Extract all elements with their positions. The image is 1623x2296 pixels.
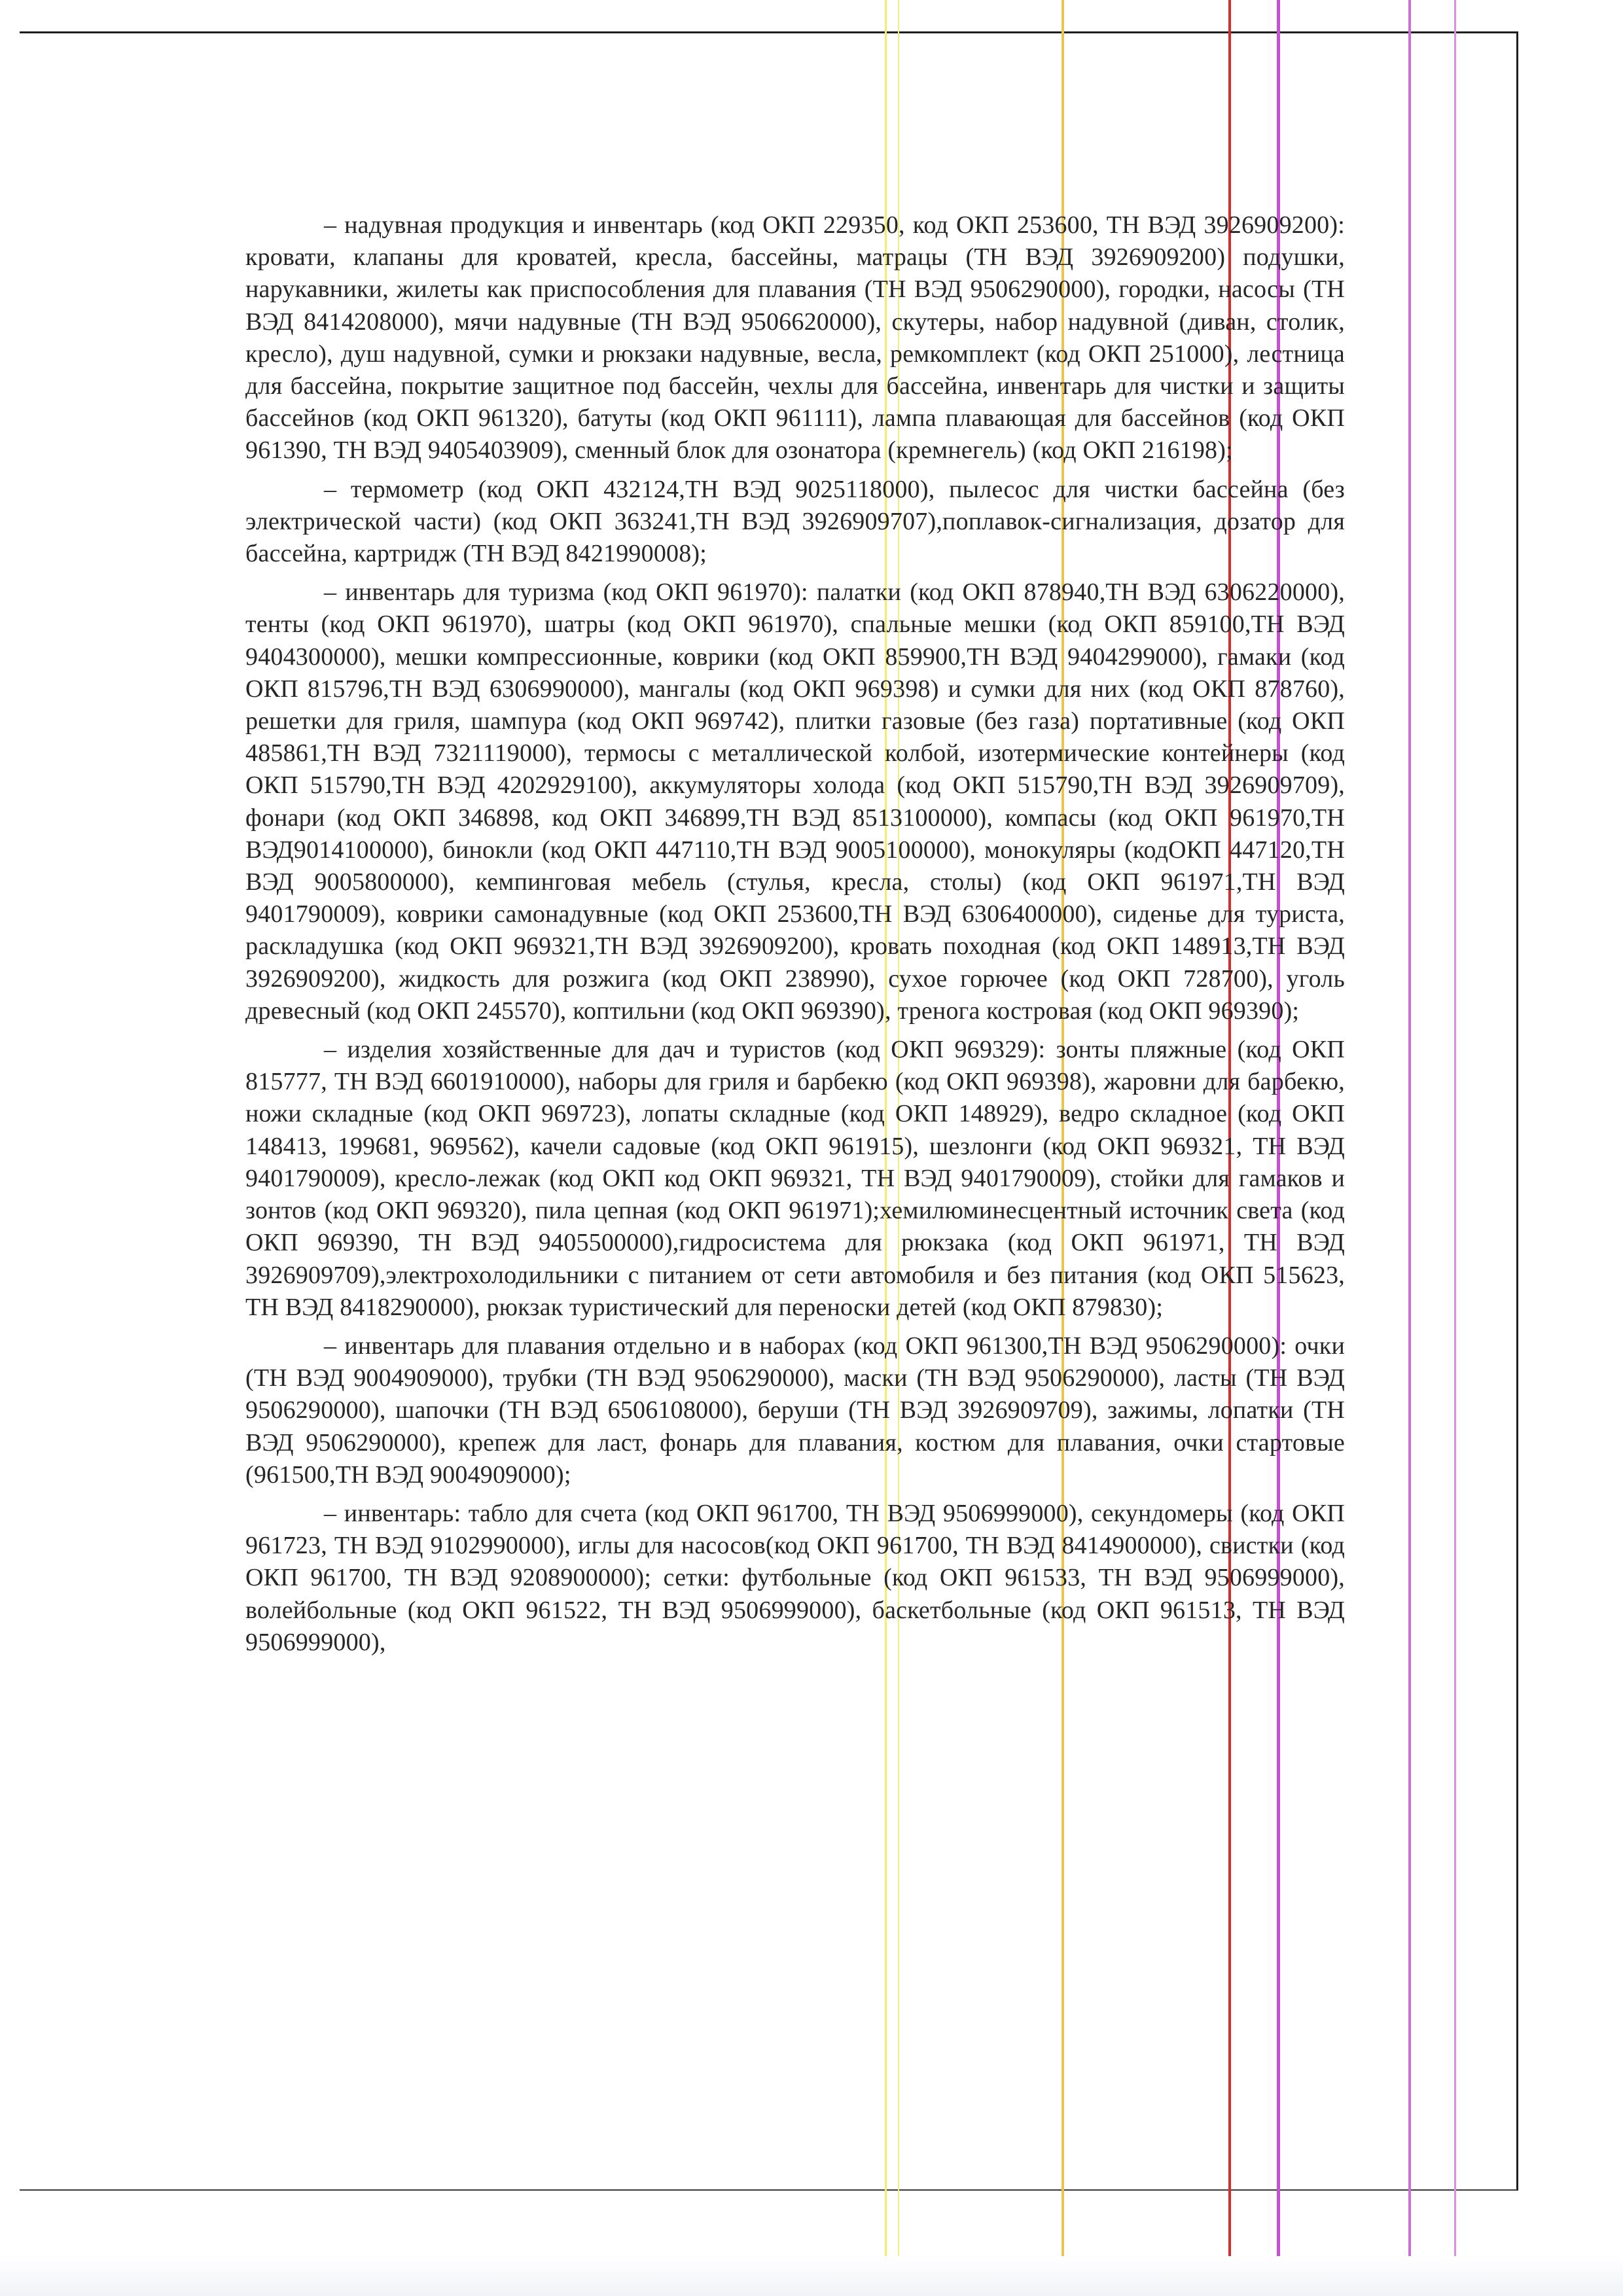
paragraph-tourism-equipment: – инвентарь для туризма (код ОКП 961970): палатки (код ОКП 878940,ТН ВЭД 6306220000), тенты (код ОКП 961970), шатры (код ОКП 961970), спальные мешки (код ОКП 859100,ТН ВЭД 9404300000), мешки компрессионные, коврики (код ОКП 859900,ТН ВЭД 9404299000), гамаки (код ОКП 815796,ТН ВЭД 6306990000), мангалы (код ОКП 969398) и сумки для них (код ОКП 878760), решетки для гриля, шампура (код ОКП 969742), плитки газовые (без газа) портативные (код ОКП 485861,ТН ВЭД 7321119000), термосы с металлической колбой, изотермические контейнеры (код ОКП 515790,ТН ВЭД 4202929100), аккумуляторы холода (код ОКП 515790,ТН ВЭД 3926909709), фонари (код ОКП 346898, код ОКП 346899,ТН ВЭД 8513100000), компасы (код ОКП 961970,ТН ВЭД9014100000), бинокли (код ОКП 447110,ТН ВЭД 9005100000), монокуляры (кодОКП 447120,ТН ВЭД 9005800000), кемпинговая мебель (стулья, кресла, столы) (код ОКП 961971,ТН ВЭД 9401790009), коврики самонадувные (код ОКП 253600,ТН ВЭД 6306400000), сиденье для туриста, раскладушка (код ОКП 969321,ТН ВЭД 3926909200), кровать походная (код ОКП 148913,ТН ВЭД 3926909200), жидкость для розжига (код ОКП 238990), сухое горючее (код ОКП 728700), уголь древесный (код ОКП 245570), коптильни (код ОКП 969390), тренога костровая (код ОКП 969390); (245, 578, 1345, 1025)
scan-bottom-edge (0, 2256, 1623, 2296)
paragraph-inflatable-products: – надувная продукция и инвентарь (код ОКП 229350, код ОКП 253600, ТН ВЭД 3926909200): кровати, клапаны для кроватей, кресла, бассейны, матрацы (ТН ВЭД 3926909200) подушки, нарукавники, жилеты как приспособления для плавания (ТН ВЭД 9506290000), городки, насосы (ТН ВЭД 8414208000), мячи надувные (ТН ВЭД 9506620000), скутеры, набор надувной (диван, столик, кресло), душ надувной, сумки и рюкзаки надувные, весла, ремкомплект (код ОКП 251000), лестница для бассейна, покрытие защитное под бассейн, чехлы для бассейна, инвентарь для чистки и защиты бассейнов (код ОКП 961320), батуты (код ОКП 961111), лампа плавающая для бассейнов (код ОКП 961390, ТН ВЭД 9405403909), сменный блок для озонатора (кремнегель) (код ОКП 216198); (245, 211, 1345, 465)
paragraph-sports-equipment: – инвентарь: табло для счета (код ОКП 961700, ТН ВЭД 9506999000), секундомеры (код ОКП 961723, ТН ВЭД 9102990000), иглы для насосов(код ОКП 961700, ТН ВЭД 8414900000), свистки (код ОКП 961700, ТН ВЭД 9208900000); сетки: футбольные (код ОКП 961533, ТН ВЭД 9506999000), волейбольные (код ОКП 961522, ТН ВЭД 9506999000), баскетбольные (код ОКП 961513, ТН ВЭД 9506999000), (245, 1499, 1345, 1656)
paragraph-swimming-equipment: – инвентарь для плавания отдельно и в наборах (код ОКП 961300,ТН ВЭД 9506290000): очки (ТН ВЭД 9004909000), трубки (ТН ВЭД 9506290000), маски (ТН ВЭД 9506290000), ласты (ТН ВЭД 9506290000), шапочки (ТН ВЭД 6506108000), беруши (ТН ВЭД 3926909709), зажимы, лопатки (ТН ВЭД 9506290000), крепеж для ласт, фонарь для плавания, костюм для плавания, очки стартовые (961500,ТН ВЭД 9004909000); (245, 1332, 1345, 1489)
document-body (245, 209, 1345, 1665)
scan-streak-pink (1454, 0, 1456, 2296)
paragraph-household-items: – изделия хозяйственные для дач и туристов (код ОКП 969329): зонты пляжные (код ОКП 815777, ТН ВЭД 6601910000), наборы для гриля и барбекю (код ОКП 969398), жаровни для барбекю, ножи складные (код ОКП 969723), лопаты складные (код ОКП 148929), ведро складное (код ОКП 148413, 199681, 969562), качели садовые (код ОКП 961915), шезлонги (код ОКП 969321, ТН ВЭД 9401790009), кресло-лежак (код ОКП код ОКП 969321, ТН ВЭД 9401790009), стойки для гамаков и зонтов (код ОКП 969320), пила цепная (код ОКП 961971);хемилюминесцентный источник света (код ОКП 969390, ТН ВЭД 9405500000),гидросистема для рюкзака (код ОКП 961971, ТН ВЭД 3926909709),электрохолодильники с питанием от сети автомобиля и без питания (код ОКП 515623, ТН ВЭД 8418290000), рюкзак туристический для переноски детей (код ОКП 879830); (245, 1036, 1345, 1321)
scan-streak-magenta-2 (1408, 0, 1411, 2296)
paragraph-thermometer: – термометр (код ОКП 432124,ТН ВЭД 9025118000), пылесос для чистки бассейна (без электрической части) (код ОКП 363241,ТН ВЭД 3926909707),поплавок-сигнализация, дозатор для бассейна, картридж (ТН ВЭД 8421990008); (245, 475, 1345, 568)
